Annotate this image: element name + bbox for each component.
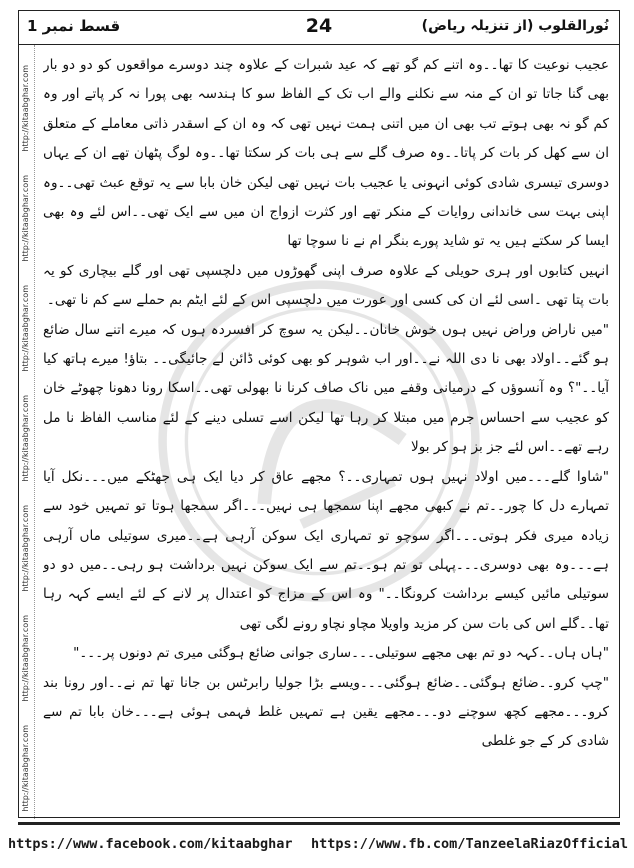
- side-url: http://kitaabghar.com: [21, 395, 30, 482]
- footer-divider: [18, 822, 620, 825]
- paragraph: عجیب نوعیت کا تھا۔۔وہ اتنے کم گو تھے کہ عید شبرات کے علاوہ چند دوسرے مواقعوں کو دو دو بار بھی گنا جاتا تو ان کے منہ سے نکلنے والے اب تک کے الفاظ سو کا ہندسہ بھی پورا نہ کر پاتے اور وہ کم گو نہ بھی ہوتے تب بھی ان میں اتنی ہمت نہیں تھی کہ وہ ان کے اسقدر ذاتی معاملے کے متعلق ان سے کھل کر بات کر پاتا۔۔وہ صرف گلے سے ہی بات کر سکتا تھا۔۔وہ لوگ پٹھان تھے ان کے یہاں دوسری تیسری شادی کوئی انہونی یا عجیب بات نہیں تھی لیکن خان بابا سے یہ توقع عبث تھی۔۔وہ اپنی بہت سی خاندانی روایات کے منکر تھے اور کثرت ازواج ان میں سے ایک تھی۔۔اس لئے وہ بھی ایسا کر سکتے ہیں یہ تو شاید پورے بنگر ام نے نا سوچا تھا: [43, 57, 609, 250]
- side-url: http://kitaabghar.com: [21, 615, 30, 702]
- novel-title: نُورالقلوب (از تنزیلہ ریاض): [421, 18, 609, 34]
- side-url: http://kitaabghar.com: [21, 725, 30, 812]
- facebook-link[interactable]: https://www.facebook.com/kitaabghar: [8, 836, 293, 852]
- episode-label: قسط نمبر 1: [27, 17, 121, 35]
- paragraph: "میں ناراض وراض نہیں ہوں خوش خانان۔۔لیکن یہ سوچ کر افسردہ ہوں کہ میرے اتنے سال ضائع ہو گئے۔۔اولاد بھی نا دی اللہ نے۔۔اور اب شوہر کو بھی کوئی ڈائن لے جائیگی۔۔ بتاؤ! میرے ہاتھ کیا آیا۔۔"؟ وہ آنسوؤں کے درمیانی وقفے میں ناک صاف کرنا نا بھولی تھی۔۔اسکا رونا دھونا چھوٹے خان کو عجیب سے احساس جرم میں مبتلا کر رہا تھا لیکن اسے تسلی دینے کے لئے مناسب الفاظ نا مل رہے تھے۔۔اس لئے جز بز ہو کر بولا: [43, 321, 609, 456]
- side-url-strip: [19, 45, 35, 819]
- page-header: [19, 11, 619, 45]
- side-url: http://kitaabghar.com: [21, 65, 30, 152]
- author-fb-link[interactable]: https://www.fb.com/TanzeelaRiazOfficial: [311, 836, 628, 852]
- side-url: http://kitaabghar.com: [21, 285, 30, 372]
- side-url: http://kitaabghar.com: [21, 175, 30, 262]
- paragraph: انہیں کتابوں اور ہری حویلی کے علاوہ صرف اپنی گھوڑوں میں دلچسپی تھی اور گلے بیچاری کو یہ بات پتا تھی ۔اسی لئے ان کی کسی اور عورت میں دلچسپی اس کے لئے ایٹم بم حملے سے کم نا تھی۔: [43, 262, 609, 309]
- page-number: 24: [305, 15, 333, 37]
- page-footer: [0, 822, 634, 868]
- page-frame: [18, 10, 620, 818]
- paragraph: "ہاں ہاں۔۔کہہ دو تم بھی مجھے سوتیلی۔۔۔ساری جوانی ضائع ہوگئی میری تم دونوں پر۔۔۔": [73, 645, 609, 662]
- paragraph: "چپ کرو۔۔ضائع ہوگئی۔۔ضائع ہوگئی۔۔۔ویسے بڑا جولیا رابرٹس بن جانا تھا تم نے۔۔اور رونا بند کرو۔۔۔مجھے کچھ سوچنے دو۔۔۔مجھے یقین ہے تمہیں غلط فہمی ہوئی ہے۔۔۔خان بابا تم سے شادی کر کے جو غلطی: [43, 674, 609, 750]
- side-url: http://kitaabghar.com: [21, 505, 30, 592]
- story-body: [43, 51, 609, 813]
- paragraph: "شاوا گلے۔۔۔میں اولاد نہیں ہوں تمہاری۔۔؟ مجھے عاق کر دیا ایک ہی جھٹکے میں۔۔۔نکل آیا تمہارے دل کا چور۔۔تم نے کبھی مجھے اپنا سمجھا ہی نہیں۔۔۔اگر سمجھا ہوتا تو تمہیں خود سے زیادہ میری فکر ہوتی۔۔۔اگر سوچو تو تمہاری ایک سوکن آرہی ہے۔۔میری سوتیلی ماں آرہی ہے۔۔۔وہ بھی دوسری۔۔۔پہلی تو تم ہو۔۔تم سے ایک سوکن نہیں برداشت ہو رہی۔۔میں دو دو سوتیلی مائیں کیسے برداشت کرونگا۔۔" وہ اس کے مزاج کو اعتدال پر لانے کے لئے ایسے کہہ رہا تھا۔۔گلے اس کی بات سن کر مزید واویلا مچاو نچاو رونے لگی تھی: [43, 468, 609, 632]
